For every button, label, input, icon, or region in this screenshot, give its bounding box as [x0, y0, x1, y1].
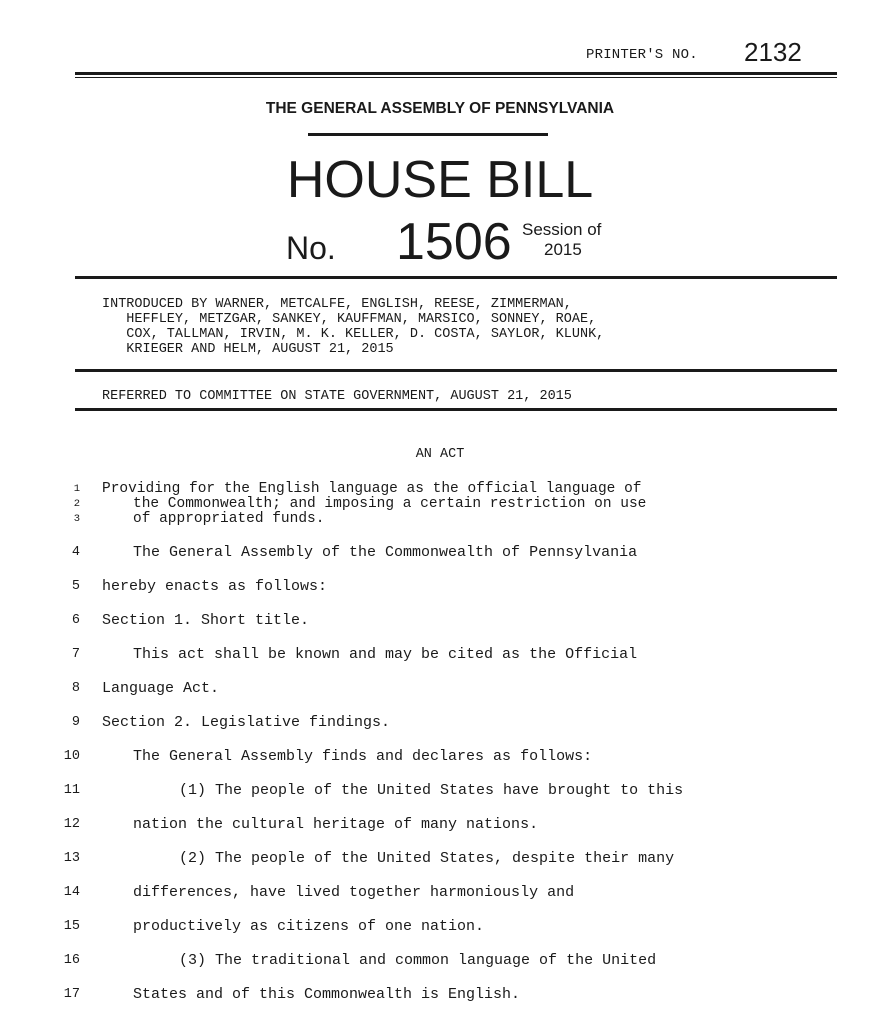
bill-line	[0, 747, 880, 781]
referred-bottom-rule	[75, 408, 837, 411]
line-number: 14	[63, 885, 80, 900]
top-rule-thin	[75, 77, 837, 78]
line-number: 7	[71, 647, 80, 662]
bill-line	[0, 849, 880, 883]
introduced-line: COX, TALLMAN, IRVIN, M. K. KELLER, D. COSTA, SAYLOR, KLUNK,	[102, 327, 605, 342]
line-text: Language Act.	[102, 680, 220, 697]
act-heading: AN ACT	[415, 447, 465, 462]
bill-type-title: HOUSE BILL	[286, 151, 594, 209]
line-text: differences, have lived together harmoniously and	[133, 884, 575, 901]
line-number: 5	[71, 579, 80, 594]
title-line	[0, 512, 880, 527]
referred-to-committee: REFERRED TO COMMITTEE ON STATE GOVERNMENT, AUGUST 21, 2015	[102, 389, 572, 404]
line-text: This act shall be known and may be cited as the Official	[133, 646, 638, 663]
introduced-line: HEFFLEY, METZGAR, SANKEY, KAUFFMAN, MARSICO, SONNEY, ROAE,	[102, 312, 597, 327]
bill-number: 1506	[396, 213, 512, 271]
line-text: States and of this Commonwealth is English.	[133, 986, 521, 1003]
bill-line	[0, 645, 880, 679]
bill-line	[0, 951, 880, 985]
line-text: Section 1. Short title.	[102, 612, 310, 629]
header-bottom-rule	[75, 276, 837, 279]
line-text: (3) The traditional and common language of the United	[179, 952, 657, 969]
line-text: nation the cultural heritage of many nations.	[133, 816, 539, 833]
bill-line	[0, 781, 880, 815]
line-text: (2) The people of the United States, despite their many	[179, 850, 675, 867]
line-number: 12	[63, 817, 80, 832]
bill-body	[0, 543, 880, 1019]
line-number: 17	[63, 987, 80, 1002]
line-number: 3	[73, 513, 80, 525]
line-text: of appropriated funds.	[133, 511, 325, 527]
line-number: 1	[73, 483, 80, 495]
line-number: 8	[71, 681, 80, 696]
bill-line	[0, 815, 880, 849]
line-number: 9	[71, 715, 80, 730]
line-text: (1) The people of the United States have brought to this	[179, 782, 684, 799]
line-number: 11	[63, 783, 80, 798]
printer-number-label: PRINTER'S NO.	[586, 47, 698, 63]
line-text: productively as citizens of one nation.	[133, 918, 485, 935]
line-text: the Commonwealth; and imposing a certain restriction on use	[133, 496, 647, 512]
assembly-underline	[308, 133, 548, 136]
bill-line	[0, 985, 880, 1019]
line-text: hereby enacts as follows:	[102, 578, 328, 595]
top-rule-thick	[75, 72, 837, 75]
introduced-line: INTRODUCED BY WARNER, METCALFE, ENGLISH, REESE, ZIMMERMAN,	[102, 297, 572, 312]
bill-line	[0, 883, 880, 917]
line-number: 6	[71, 613, 80, 628]
bill-line	[0, 611, 880, 645]
bill-line	[0, 543, 880, 577]
line-number: 16	[63, 953, 80, 968]
line-number: 13	[63, 851, 80, 866]
bill-number-label: No.	[286, 230, 336, 266]
bill-line	[0, 577, 880, 611]
line-text: Section 2. Legislative findings.	[102, 714, 391, 731]
printer-number: 2132	[744, 37, 802, 67]
line-number: 2	[73, 498, 80, 510]
title-line	[0, 497, 880, 512]
line-text: Providing for the English language as the official language of	[102, 481, 642, 497]
title-line	[0, 482, 880, 497]
bill-line	[0, 713, 880, 747]
bill-line	[0, 679, 880, 713]
session-info	[522, 220, 622, 260]
act-title-block	[0, 482, 880, 527]
line-number: 10	[63, 749, 80, 764]
introduced-line: KRIEGER AND HELM, AUGUST 21, 2015	[102, 342, 394, 357]
line-text: The General Assembly of the Commonwealth of Pennsylvania	[133, 544, 638, 561]
line-number: 4	[71, 545, 80, 560]
line-text: The General Assembly finds and declares as follows:	[133, 748, 593, 765]
line-number: 15	[63, 919, 80, 934]
session-label: Session of	[522, 220, 602, 239]
bill-line	[0, 917, 880, 951]
introduced-bottom-rule	[75, 369, 837, 372]
assembly-name: THE GENERAL ASSEMBLY OF PENNSYLVANIA	[265, 100, 615, 117]
session-year: 2015	[544, 240, 582, 259]
introduced-by-block	[102, 297, 604, 357]
